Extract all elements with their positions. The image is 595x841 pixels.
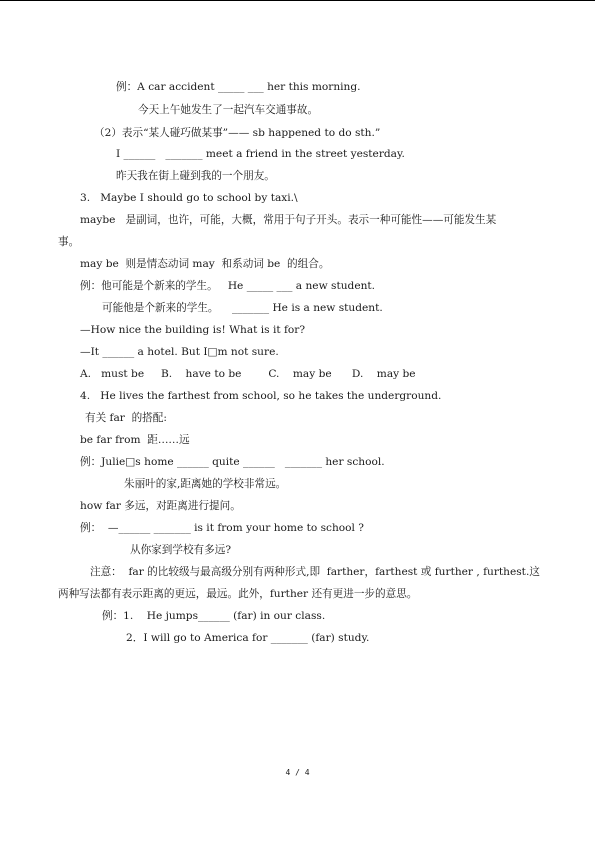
page-number: 4 / 4 bbox=[285, 768, 310, 777]
maybe-explanation: maybe 是副词，也许，可能，大概，常用于句子开头。表示一种可能性——可能发生某 bbox=[80, 214, 497, 226]
far-collocation-heading: 有关 far 的搭配: bbox=[85, 412, 167, 424]
example-julie-translation: 朱丽叶的家,距离她的学校非常远。 bbox=[124, 478, 287, 490]
item-3-heading: 3. Maybe I should go to school by taxi.\ bbox=[80, 192, 298, 204]
answer-options: A. must be B. have to be C. may be D. may be bbox=[80, 368, 416, 380]
dialog-answer: —It ______ a hotel. But I□m not sure. bbox=[80, 346, 279, 358]
item-4-heading: 4. He lives the farthest from school, so he takes the underground. bbox=[80, 390, 442, 402]
example-car-accident-translation: 今天上午她发生了一起汽车交通事故。 bbox=[138, 104, 319, 116]
example-meet-friend: I ______ _______ meet a friend in the street yesterday. bbox=[116, 148, 405, 160]
exercise-2: 2．I will go to America for _______ (far) study. bbox=[126, 632, 370, 644]
example-how-far-translation: 从你家到学校有多远? bbox=[130, 544, 232, 556]
be-far-from: be far from 距……远 bbox=[80, 434, 190, 446]
exercise-1: 例：1. He jumps______ (far) in our class. bbox=[102, 610, 326, 622]
point-2-heading: （2）表示“某人碰巧做某事”—— sb happened to do sth.” bbox=[94, 127, 381, 139]
example-julie: 例：Julie□s home ______ quite ______ _______ her school. bbox=[80, 456, 385, 468]
example-how-far: 例： —______ _______ is it from your home to school ? bbox=[80, 522, 364, 534]
example-meet-friend-translation: 昨天我在街上碰到我的一个朋友。 bbox=[116, 170, 275, 182]
example-new-student-2: 可能他是个新来的学生。 _______ He is a new student. bbox=[102, 302, 383, 314]
page-top-border bbox=[0, 0, 595, 1]
how-far: how far 多远，对距离进行提问。 bbox=[80, 500, 241, 512]
note-far-forms: 注意： far 的比较级与最高级分别有两种形式,即 farther，farthest 或 further , furthest.这 bbox=[90, 566, 540, 578]
may-be-explanation: may be 则是情态动词 may 和系动词 be 的组合。 bbox=[80, 258, 330, 270]
example-car-accident: 例：A car accident _____ ___ her this morning. bbox=[116, 81, 361, 93]
dialog-question: —How nice the building is! What is it for? bbox=[80, 324, 306, 336]
example-new-student: 例：他可能是个新来的学生。 He _____ ___ a new student. bbox=[80, 280, 376, 292]
maybe-explanation-cont: 事。 bbox=[58, 236, 80, 248]
note-far-forms-cont: 两种写法都有表示距离的更远，最远。此外，further 还有更进一步的意思。 bbox=[58, 588, 418, 600]
